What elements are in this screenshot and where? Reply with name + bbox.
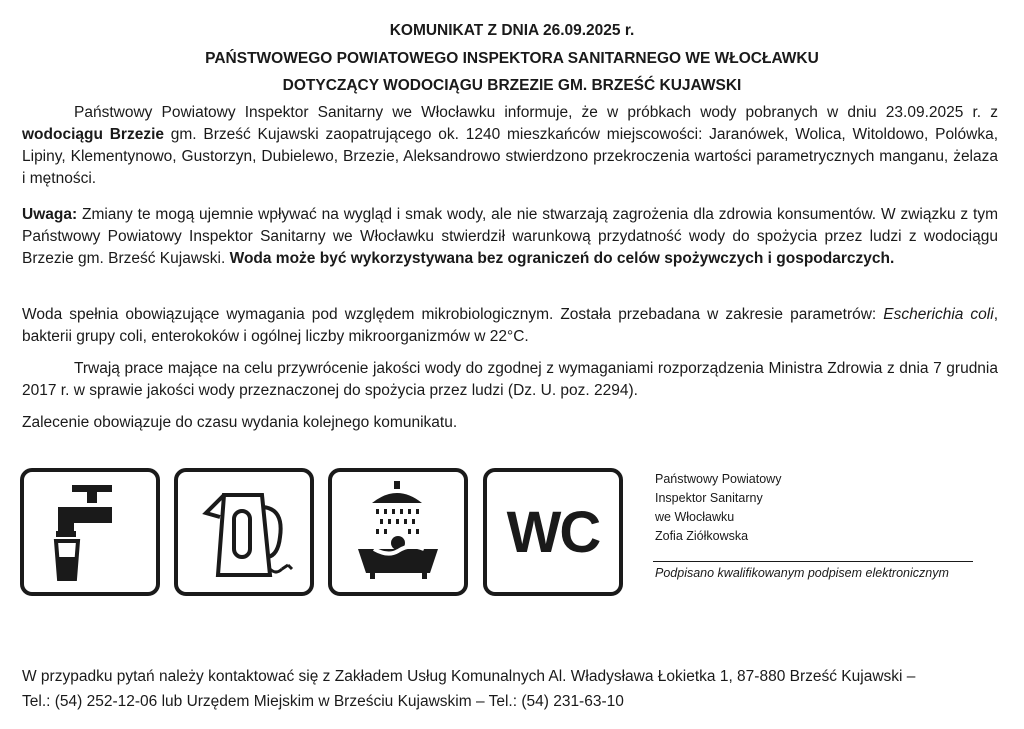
signatory-title-1: Państwowy Powiatowy [655, 472, 782, 486]
findings-text-start: Państwowy Powiatowy Inspektor Sanitarny we Włocławku informuje, że w próbkach wody pobranych w dniu 23.09.2025 r. z [74, 104, 998, 121]
signatory-title-2: Inspektor Sanitarny [655, 491, 763, 505]
electronic-signature-note: Podpisano kwalifikowanym podpisem elektronicznym [655, 566, 949, 580]
microbiology-text-start: Woda spełnia obowiązujące wymagania pod względem mikrobiologicznym. Została przebadana w zakresie parametrów: [22, 306, 884, 323]
signatory-location: we Włocławku [655, 510, 735, 524]
tap-water-icon [20, 468, 160, 596]
contact-line-2: Tel.: (54) 252-12-06 lub Urzędem Miejskim w Brześciu Kujawskim – Tel.: (54) 231-63-10 [22, 693, 624, 710]
kettle-icon [174, 468, 314, 596]
microbiology-paragraph [22, 304, 998, 348]
shower-bath-icon [328, 468, 468, 596]
bacteria-name: Escherichia coli [883, 306, 994, 323]
announcement-title: KOMUNIKAT Z DNIA 26.09.2025 r. [389, 22, 635, 39]
validity-paragraph: Zalecenie obowiązuje do czasu wydania kolejnego komunikatu. [22, 414, 458, 431]
findings-paragraph [22, 102, 998, 190]
contact-line-1: W przypadku pytań należy kontaktować się z Zakładem Usług Komunalnych Al. Władysława Łokietka 1, 87-880 Brześć Kujawski – [22, 668, 916, 685]
remediation-paragraph: Trwają prace mające na celu przywrócenie jakości wody do zgodnej z wymaganiami rozporządzenia Ministra Zdrowia z dnia 7 grudnia 2017 r. w sprawie jakości wody przeznaczonej do spożycia przez ludzi (Dz. U. poz. 2294). [22, 360, 998, 399]
usage-statement: Woda może być wykorzystywana bez ograniczeń do celów spożywczych i gospodarczych. [229, 250, 895, 267]
issuer-title: PAŃSTWOWEGO POWIATOWEGO INSPEKTORA SANITARNEGO WE WŁOCŁAWKU [205, 50, 819, 67]
wc-icon [483, 468, 623, 596]
findings-text-end: gm. Brześć Kujawski zaopatrującego ok. 1240 mieszkańców miejscowości: Jaranówek, Wolica, Witoldowo, Polówka, Lipiny, Klementynowo, Gustorzyn, Dubielewo, Brzezie, Aleksandrowo stwierdzono przekroczenia wartości parametrycznych manganu, żelaza i mętności. [22, 126, 998, 187]
signature-line [653, 561, 973, 562]
wc-label: WC [506, 499, 600, 565]
notice-label: Uwaga: [22, 206, 78, 223]
notice-text: Zmiany te mogą ujemnie wpływać na wygląd i smak wody, ale nie stwarzają zagrożenia dla zdrowia konsumentów. W związku z tym Państwowy Powiatowy Inspektor Sanitarny we Włocławku stwierdził warunkową przydatność wody do spożycia przez ludzi z wodociągu Brzezie gm. Brześć Kujawski. [22, 206, 998, 267]
subject-title: DOTYCZĄCY WODOCIĄGU BRZEZIE GM. BRZEŚĆ KUJAWSKI [282, 77, 742, 94]
waterworks-name: wodociągu Brzezie [22, 126, 164, 143]
microbiology-text-end: , bakterii grupy coli, enterokoków i ogólnej liczby mikroorganizmów w 22°C. [22, 306, 998, 345]
signatory-name: Zofia Ziółkowska [655, 529, 749, 543]
contact-info [22, 664, 1002, 714]
notice-paragraph [22, 204, 998, 270]
